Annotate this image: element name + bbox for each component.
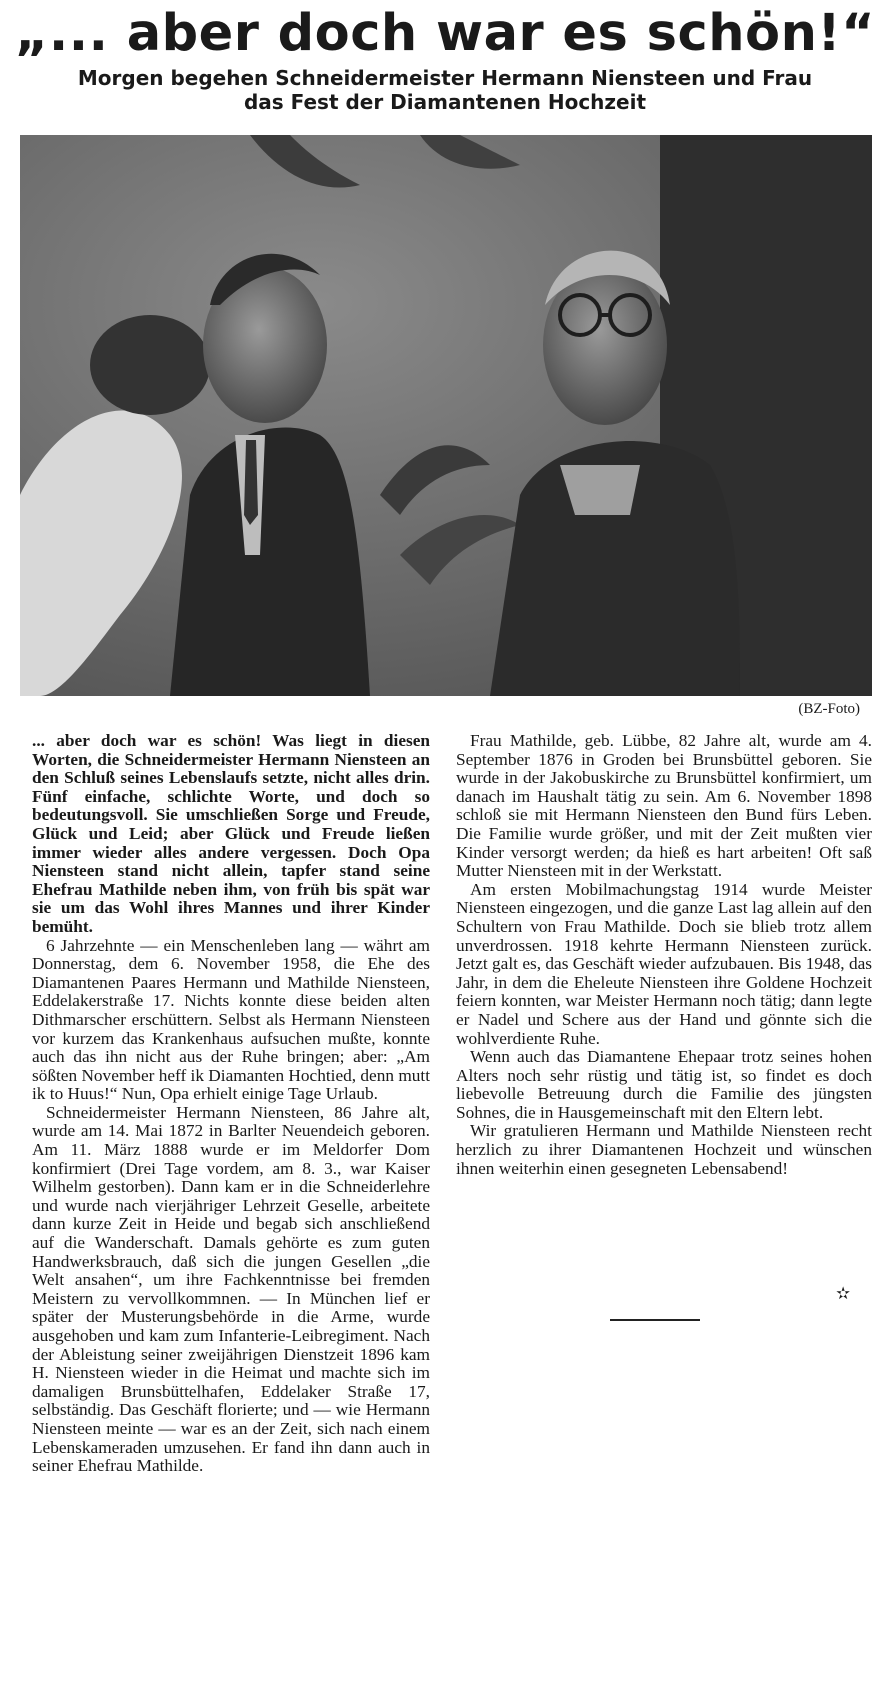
paragraph: Schneidermeister Hermann Niensteen, 86 Jahre alt, wurde am 14. Mai 1872 in Barlter Neuendeich geboren. Am 11. März 1888 wurde er im Meldorfer Dom konfirmiert (Drei Tage vordem, am 8. 3., war Kaiser Wilhelm gestorben). Dann kam er in die Schneiderlehre und wurde nach vierjähriger Lehrzeit Geselle, arbeitete dann kurze Zeit in Heide und begab sich anschließend auf die Wanderschaft. Damals gehörte es zum guten Handwerksbrauch, daß sich die jungen Gesellen „die Welt ansahen“, um ihre Fachkenntnisse bei fremden Meistern zu vervollkommnen. — In München lief er später der Musterungsbehörde in die Arme, wurde ausgehoben und kam zum Infanterie-Leibregiment. Nach der Ableistung seiner zweijährigen Dienstzeit 1896 kam H. Niensteen wieder in die Heimat und machte sich im damaligen Brunsbüttelhafen, Eddelaker Straße 17, selbständig. Das Geschäft florierte; und — wie Hermann Niensteen meinte — war es an der Zeit, sich nach einem Lebenskameraden umzusehen. Er fand ihn dann auch in seiner Ehefrau Mathilde. [32, 1102, 430, 1476]
end-star-icon: ✫ [836, 1284, 851, 1304]
subheadline-line-2: das Fest der Diamantenen Hochzeit [243, 90, 647, 114]
paragraph: Wenn auch das Diamantene Ehepaar trotz seines hohen Alters noch sehr rüstig und tätig ist, so findet es doch liebevolle Betreuung durch die Familie des jüngsten Sohnes, die in Hausgemeinschaft mit den Eltern lebt. [456, 1047, 872, 1122]
subheadline-line-1: Morgen begehen Schneidermeister Hermann Niensteen und Frau [77, 66, 813, 90]
paragraph: Wir gratulieren Hermann und Mathilde Niensteen recht herzlich zu ihrer Diamantenen Hochzeit und wünschen ihnen weiterhin einen gesegneten Lebensabend! [456, 1121, 872, 1178]
paragraph: 6 Jahrzehnte — ein Menschenleben lang — währt am Donnerstag, dem 6. November 1958, die Ehe des Diamantenen Paares Hermann und Mathilde Niensteen, Eddelakerstraße 17. Nichts konnte diese beiden alten Dithmarscher erschüttern. Selbst als Hermann Niensteen vor kurzem das Krankenhaus aufsuchen mußte, konnte auch das ihn nicht aus der Ruhe bringen; aber: „Am sößten November heff ik Diamanten Hochtied, denn mutt ik to Huus!“ Nun, Opa erhielt einige Tage Urlaub. [32, 935, 431, 1104]
lead-paragraph: ... aber doch war es schön! Was liegt in diesen Worten, die Schneidermeister Hermann Niensteen an den Schluß seines Lebenslaufs setzte, nicht alles drin. Fünf einfache, schlichte Worte, und doch so bedeutungsvoll. Sie umschließen Sorge und Freude, Glück und Leid; aber Glück und Freude ließen immer wieder alles andere vergessen. Doch Opa Niensteen stand nicht allein, tapfer stand seine Ehefrau Mathilde neben ihm, von früh bis spät war sie um das Wohl ihres Mannes und ihrer Kinder bemüht. [32, 731, 430, 936]
subheadline [0, 66, 890, 114]
article-column-1 [32, 732, 430, 1476]
paragraph: Am ersten Mobilmachungstag 1914 wurde Meister Niensteen eingezogen, und die ganze Last lag allein auf den Schultern von Frau Mathilde. Doch sie blieb trotz allem unverdrossen. 1918 kehrte Hermann Niensteen zurück. Jetzt galt es, das Geschäft wieder aufzubauen. Bis 1948, das Jahr, in dem die Eheleute Niensteen ihre Goldene Hochzeit feiern konnten, war Meister Hermann noch tätig; dann legte er Nadel und Schere aus der Hand und gönnte sich die wohlverdiente Ruhe. [456, 879, 872, 1048]
couple-photo [20, 135, 872, 696]
article-column-2 [456, 732, 872, 1178]
headline: „... aber doch war es schön!“ [14, 4, 876, 63]
photo-credit: (BZ-Foto) [798, 701, 860, 717]
end-rule [610, 1319, 700, 1321]
paragraph: Frau Mathilde, geb. Lübbe, 82 Jahre alt, wurde am 4. September 1876 in Groden bei Brunsbüttel geboren. Sie wurde in der Jakobuskirche zu Brunsbüttel konfirmiert, um danach im Haushalt tätig zu sein. Am 6. November 1898 schloß sie mit Hermann Niensteen den Bund fürs Leben. Die Familie wurde größer, und mit der Zeit mußten vier Kinder versorgt werden; da hieß es hart arbeiten! Oft saß Mutter Niensteen mit in der Werkstatt. [456, 731, 872, 881]
